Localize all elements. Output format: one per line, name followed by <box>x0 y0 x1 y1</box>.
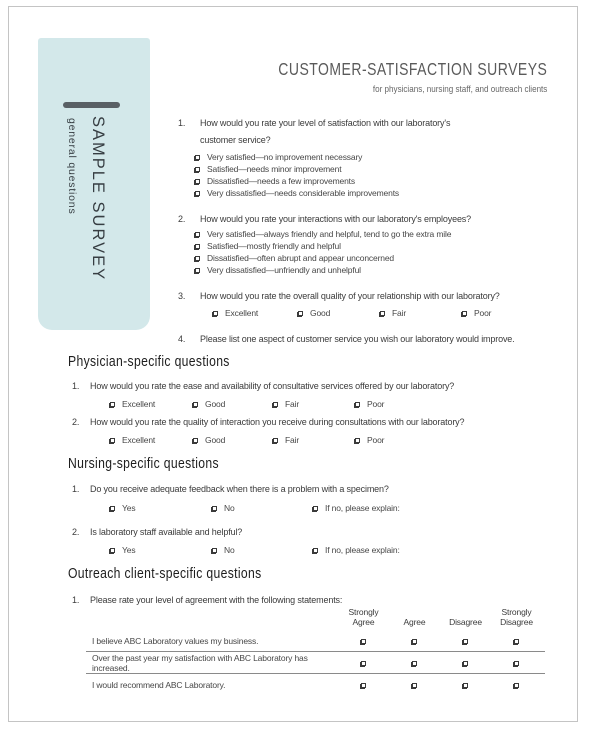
question-text-line: How would you rate your level of satisfaction with our laboratory's <box>200 118 451 128</box>
checkbox[interactable] <box>361 639 366 644</box>
checkbox[interactable] <box>273 438 278 443</box>
option-label: Good <box>205 435 226 445</box>
rating-option <box>273 399 355 409</box>
column-header: Agree <box>403 616 426 627</box>
checkbox[interactable] <box>463 683 468 688</box>
column-header: Disagree <box>449 616 482 627</box>
checkbox[interactable] <box>463 661 468 666</box>
checkbox[interactable] <box>195 256 200 261</box>
nursing-q2-options-row <box>110 544 568 556</box>
option-label: Satisfied—mostly friendly and helpful <box>207 241 341 251</box>
checkbox[interactable] <box>195 268 200 273</box>
yes-option <box>110 545 212 555</box>
outreach-section <box>68 566 568 607</box>
sidebar-title: SAMPLE SURVEY <box>89 116 107 282</box>
option-row <box>195 264 570 276</box>
rating-option <box>298 308 380 318</box>
checkbox[interactable] <box>514 683 519 688</box>
table-cell <box>491 682 542 688</box>
checkbox[interactable] <box>212 506 217 511</box>
statement-label: Over the past year my satisfaction with ABC Laboratory has increased. <box>92 652 308 673</box>
checkbox[interactable] <box>514 639 519 644</box>
general-q1-options <box>195 151 570 199</box>
option-label: If no, please explain: <box>325 503 400 513</box>
explain-option <box>313 545 400 555</box>
option-label: Dissatisfied—needs a few improvements <box>207 176 355 186</box>
table-row <box>86 630 545 652</box>
table-cell <box>338 660 389 666</box>
general-q3-rating-row <box>213 307 570 319</box>
checkbox[interactable] <box>313 548 318 553</box>
nursing-section <box>68 456 568 556</box>
rating-option <box>110 435 193 445</box>
table-cell <box>440 682 491 688</box>
sidebar-subtitle: general questions <box>66 118 78 215</box>
general-q1 <box>178 115 570 149</box>
checkbox[interactable] <box>361 661 366 666</box>
table-cell <box>440 660 491 666</box>
option-label: Good <box>205 399 226 409</box>
no-option <box>212 545 313 555</box>
option-label: Poor <box>474 308 492 318</box>
physician-section <box>68 354 568 446</box>
checkbox[interactable] <box>355 438 360 443</box>
option-label: Good <box>310 308 331 318</box>
column-header: Strongly Agree <box>348 607 379 627</box>
option-label: Yes <box>122 503 136 513</box>
option-label: Excellent <box>122 399 156 409</box>
statement-label: I would recommend ABC Laboratory. <box>92 680 226 690</box>
rating-option <box>462 308 491 318</box>
checkbox[interactable] <box>355 402 360 407</box>
checkbox[interactable] <box>195 167 200 172</box>
rating-option <box>213 308 298 318</box>
table-cell <box>491 660 542 666</box>
checkbox[interactable] <box>412 661 417 666</box>
option-label: Satisfied—needs minor improvement <box>207 164 342 174</box>
option-row <box>195 187 570 199</box>
rating-option <box>193 399 273 409</box>
checkbox[interactable] <box>514 661 519 666</box>
checkbox[interactable] <box>110 548 115 553</box>
rating-option <box>273 435 355 445</box>
table-cell <box>389 682 440 688</box>
checkbox[interactable] <box>195 191 200 196</box>
yes-option <box>110 503 212 513</box>
checkbox[interactable] <box>361 683 366 688</box>
general-q2-options <box>195 228 570 276</box>
option-row <box>195 175 570 187</box>
question-number: 2. <box>72 417 80 427</box>
option-label: No <box>224 503 235 513</box>
question-text: How would you rate the ease and availability of consultative services offered by our laboratory? <box>90 381 455 391</box>
option-label: If no, please explain: <box>325 545 400 555</box>
question-number: 2. <box>178 214 186 224</box>
section-heading: Nursing-specific questions <box>68 456 219 472</box>
checkbox[interactable] <box>193 438 198 443</box>
option-label: Very satisfied—always friendly and helpful, tend to go the extra mile <box>207 229 452 239</box>
option-row <box>195 240 570 252</box>
question-text-line: customer service? <box>200 135 271 145</box>
rating-option <box>355 435 384 445</box>
question-text: Please list one aspect of customer service you wish our laboratory would improve. <box>200 334 515 344</box>
option-label: Fair <box>285 435 300 445</box>
rating-option <box>380 308 462 318</box>
explain-option <box>313 503 400 513</box>
general-questions-section <box>178 115 570 348</box>
physician-q2-rating-row <box>110 434 568 446</box>
checkbox[interactable] <box>462 311 467 316</box>
general-q3 <box>178 288 570 305</box>
checkbox[interactable] <box>298 311 303 316</box>
checkbox[interactable] <box>313 506 318 511</box>
option-row <box>195 252 570 264</box>
checkbox[interactable] <box>463 639 468 644</box>
table-cell <box>389 660 440 666</box>
option-label: Poor <box>367 435 385 445</box>
option-label: Very satisfied—no improvement necessary <box>207 152 363 162</box>
table-row <box>86 674 545 696</box>
table-row <box>86 652 545 674</box>
general-q4 <box>178 331 570 348</box>
section-heading: Outreach client-specific questions <box>68 566 262 582</box>
no-option <box>212 503 313 513</box>
question-number: 4. <box>178 334 186 344</box>
table-cell <box>338 638 389 644</box>
checkbox[interactable] <box>195 179 200 184</box>
agreement-table <box>86 606 545 696</box>
option-label: Dissatisfied—often abrupt and appear unconcerned <box>207 253 395 263</box>
checkbox[interactable] <box>110 438 115 443</box>
general-q2 <box>178 211 570 228</box>
sidebar-accent-bar <box>63 102 120 108</box>
sample-survey-sidebar <box>38 38 150 330</box>
checkbox[interactable] <box>195 232 200 237</box>
nursing-q1 <box>68 483 568 496</box>
header <box>211 59 547 95</box>
question-text <box>200 115 570 149</box>
option-label: Yes <box>122 545 136 555</box>
question-number: 1. <box>72 484 80 494</box>
option-label: Very dissatisfied—needs considerable improvements <box>207 188 400 198</box>
option-label: Very dissatisfied—unfriendly and unhelpful <box>207 265 361 275</box>
table-cell <box>389 638 440 644</box>
page-subtitle: for physicians, nursing staff, and outreach clients <box>372 84 547 95</box>
agreement-table-header <box>86 606 545 630</box>
option-row <box>195 151 570 163</box>
option-row <box>195 228 570 240</box>
question-number: 1. <box>72 381 80 391</box>
physician-q1 <box>68 380 568 393</box>
option-label: Fair <box>285 399 300 409</box>
question-text: Do you receive adequate feedback when there is a problem with a specimen? <box>90 484 389 494</box>
column-header: Strongly Disagree <box>500 607 533 627</box>
table-cell <box>440 638 491 644</box>
checkbox[interactable] <box>195 244 200 249</box>
checkbox[interactable] <box>213 311 218 316</box>
question-text: How would you rate the overall quality of your relationship with our laboratory? <box>200 291 500 301</box>
option-label: Fair <box>392 308 407 318</box>
question-text: How would you rate the quality of interaction you receive during consultations with our laboratory? <box>90 417 465 427</box>
question-number: 3. <box>178 291 186 301</box>
table-cell <box>338 682 389 688</box>
rating-option <box>110 399 193 409</box>
option-row <box>195 163 570 175</box>
checkbox[interactable] <box>412 683 417 688</box>
statement-label: I believe ABC Laboratory values my business. <box>92 635 259 646</box>
question-text: Is laboratory staff available and helpful? <box>90 527 243 537</box>
page-title: CUSTOMER-SATISFACTION SURVEYS <box>277 59 547 79</box>
question-number: 2. <box>72 527 80 537</box>
option-label: Excellent <box>122 435 156 445</box>
checkbox[interactable] <box>193 402 198 407</box>
section-heading: Physician-specific questions <box>68 354 230 370</box>
checkbox[interactable] <box>212 548 217 553</box>
rating-option <box>193 435 273 445</box>
nursing-q2 <box>68 526 568 539</box>
nursing-q1-options-row <box>110 502 568 514</box>
checkbox[interactable] <box>110 402 115 407</box>
option-label: Excellent <box>225 308 259 318</box>
checkbox[interactable] <box>110 506 115 511</box>
physician-q2 <box>68 416 568 429</box>
checkbox[interactable] <box>380 311 385 316</box>
physician-q1-rating-row <box>110 398 568 410</box>
option-label: Poor <box>367 399 385 409</box>
checkbox[interactable] <box>273 402 278 407</box>
checkbox[interactable] <box>195 155 200 160</box>
question-number: 1. <box>72 595 80 605</box>
table-cell <box>491 638 542 644</box>
question-number: 1. <box>178 118 186 128</box>
question-text: Please rate your level of agreement with the following statements: <box>90 595 343 605</box>
checkbox[interactable] <box>412 639 417 644</box>
option-label: No <box>224 545 235 555</box>
question-text: How would you rate your interactions with our laboratory's employees? <box>200 214 472 224</box>
rating-option <box>355 399 384 409</box>
